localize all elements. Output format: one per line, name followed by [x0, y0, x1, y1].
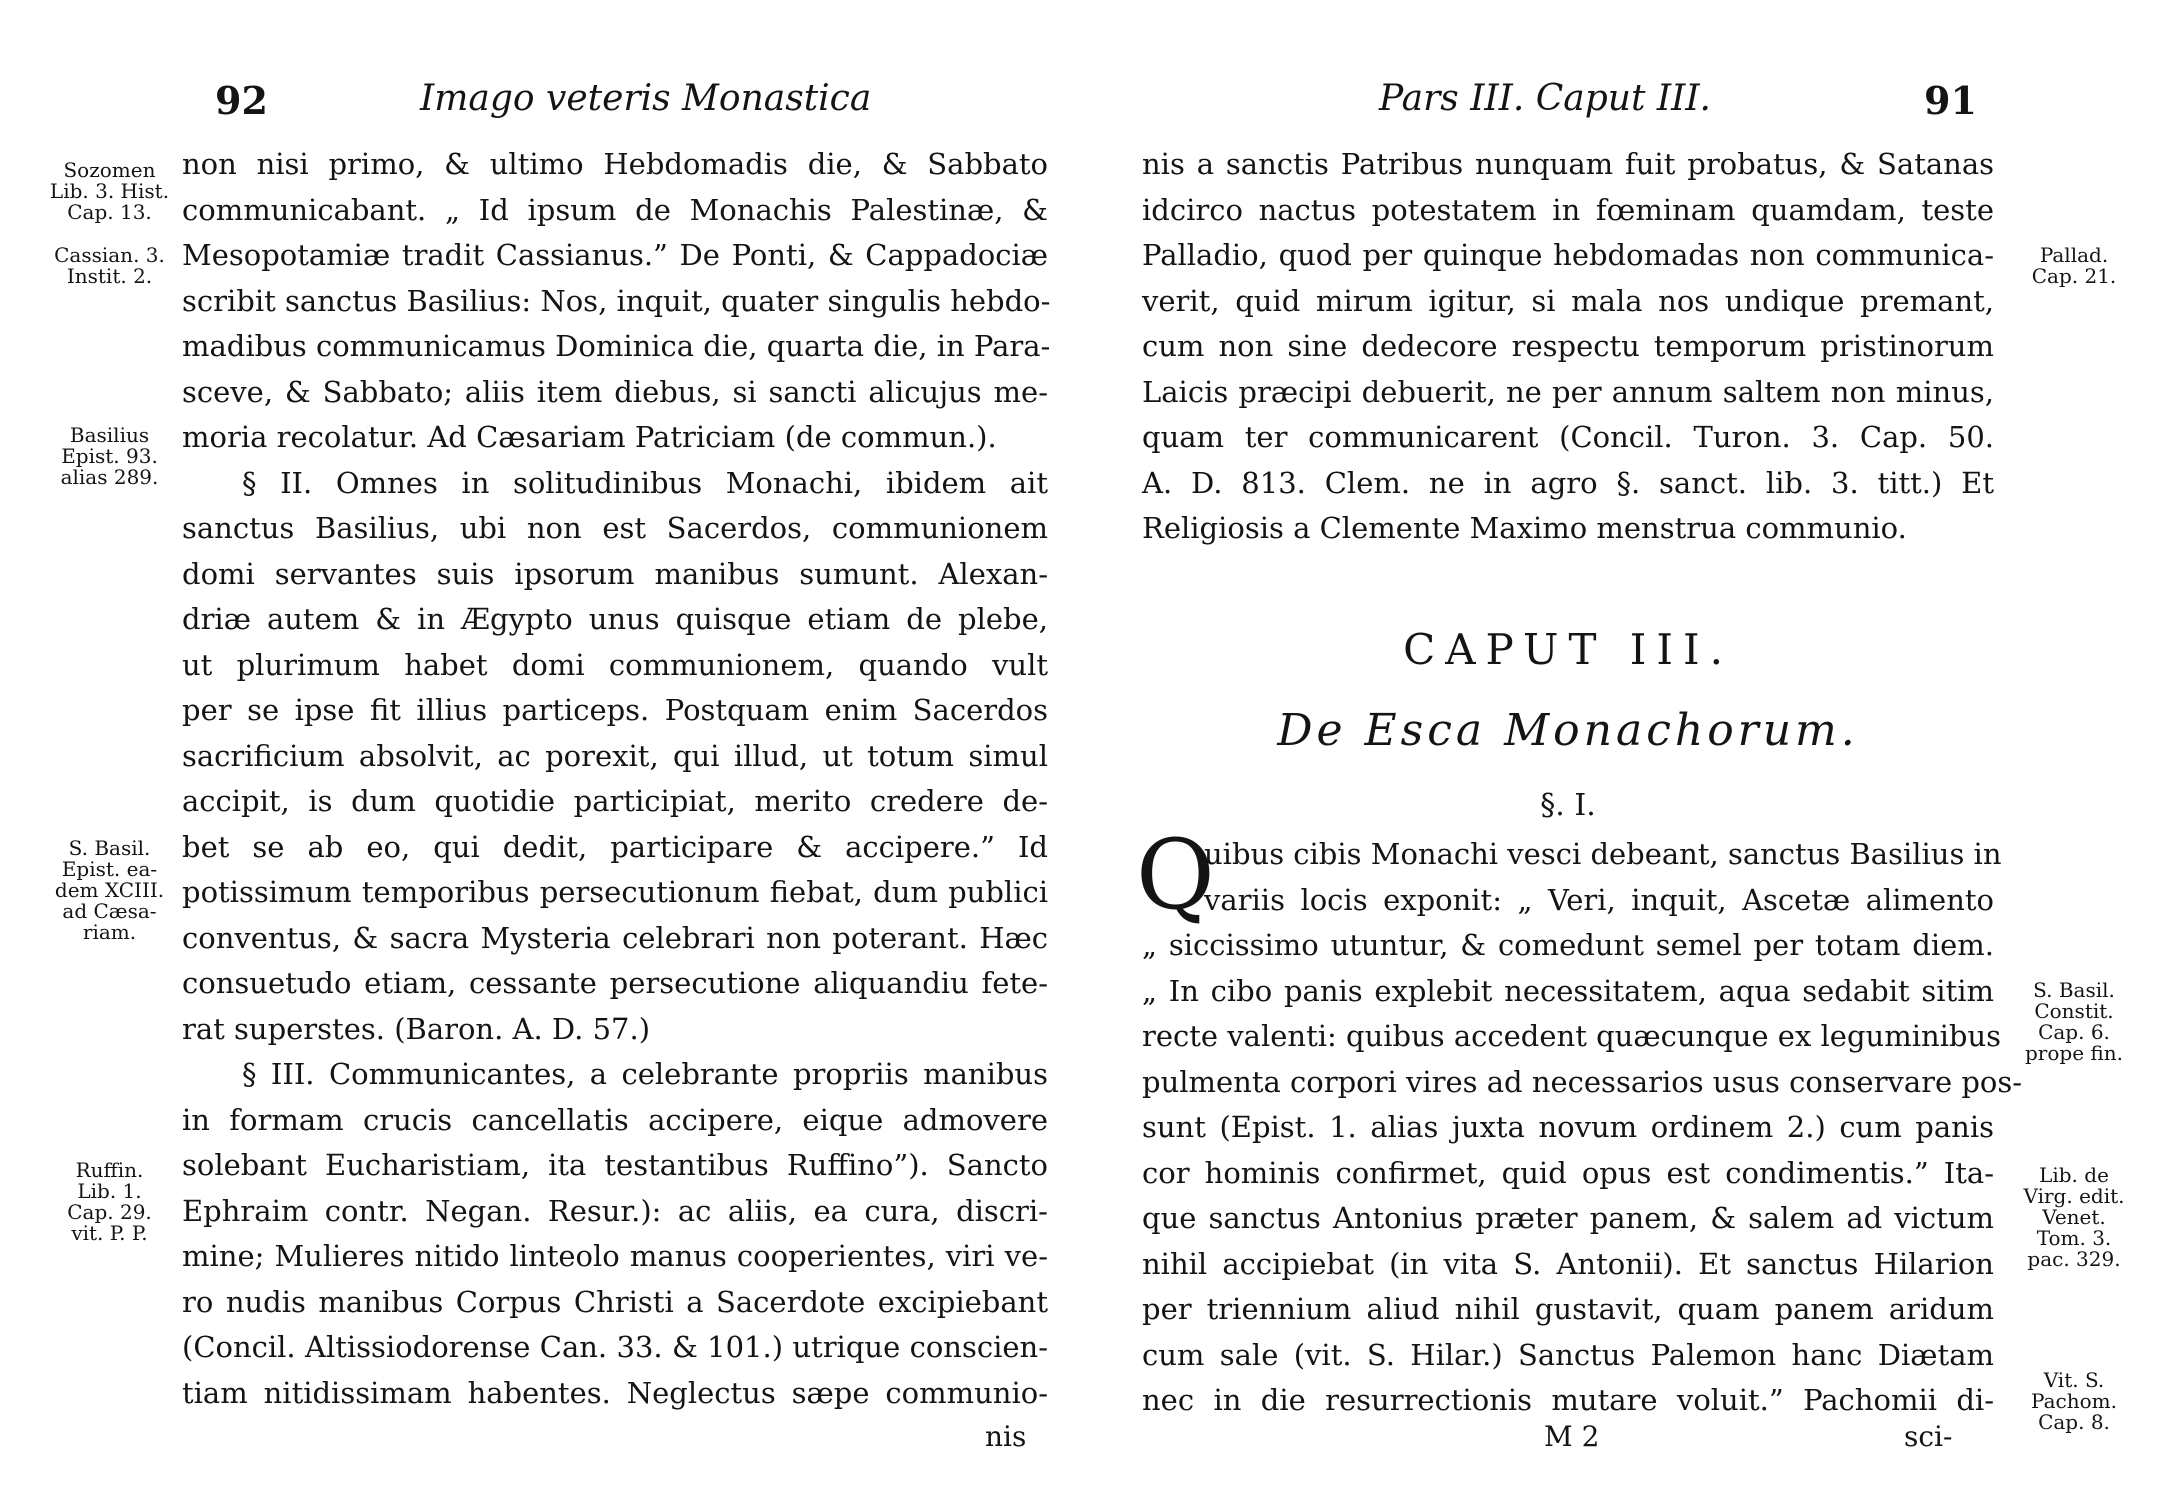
- right-margin-note: S. Basil. Constit. Cap. 6. prope fin.: [2025, 978, 2123, 1065]
- text-line: driæ autem & in Ægypto unus quisque etiam de plebe,: [182, 602, 1048, 636]
- right-margin-note: Pallad. Cap. 21.: [2031, 243, 2117, 288]
- text-line: accipit, is dum quotidie participiat, merito credere de-: [182, 784, 1048, 818]
- text-line: solebant Eucharistiam, ita testantibus Ruffino”). Sancto: [182, 1148, 1048, 1182]
- left-margin-note: Ruffin. Lib. 1. Cap. 29. vit. P. P.: [67, 1158, 152, 1245]
- text-line: § III. Communicantes, a celebrante propriis manibus: [242, 1057, 1048, 1091]
- chapter-subtitle: De Esca Monachorum.: [1277, 705, 1859, 756]
- text-line: que sanctus Antonius præter panem, & salem ad victum: [1142, 1201, 1994, 1235]
- section-mark: §. I.: [1540, 788, 1596, 823]
- right-margin-note: Lib. de Virg. edit. Venet. Tom. 3. pac. 329.: [2023, 1163, 2125, 1271]
- text-line: § II. Omnes in solitudinibus Monachi, ibidem ait: [242, 465, 1048, 500]
- text-line: quam ter communicarent (Concil. Turon. 3. Cap. 50.: [1142, 420, 1994, 454]
- text-line: uibus cibis Monachi vesci debeant, sanctus Basilius in: [1204, 837, 2002, 871]
- text-line: mine; Mulieres nitido linteolo manus cooperientes, viri ve-: [182, 1239, 1048, 1273]
- text-line: nihil accipiebat (in vita S. Antonii). Et sanctus Hilarion: [1142, 1246, 1994, 1281]
- left-margin-note: Cassian. 3. Instit. 2.: [54, 243, 165, 288]
- text-line: „ siccissimo utuntur, & comedunt semel per totam diem.: [1142, 928, 1994, 962]
- left-page: [0, 0, 1080, 1500]
- left-margin-note: Basilius Epist. 93. alias 289.: [60, 423, 159, 489]
- text-line: sunt (Epist. 1. alias juxta novum ordinem 2.) cum panis: [1142, 1110, 1994, 1144]
- text-line: bet se ab eo, qui dedit, participare & accipere.” Id: [182, 829, 1048, 864]
- left-margin-note: S. Basil. Epist. ea- dem XCIII. ad Cæsa- riam.: [54, 836, 165, 944]
- text-line: consuetudo etiam, cessante persecutione aliquandiu fete-: [182, 966, 1048, 1000]
- text-line: Ephraim contr. Negan. Resur.): ac aliis, ea cura, discri-: [182, 1193, 1048, 1228]
- text-line: Palladio, quod per quinque hebdomadas non communica-: [1142, 238, 1994, 272]
- right-margin-note: Vit. S. Pachom. Cap. 8.: [2031, 1368, 2117, 1434]
- text-line: tiam nitidissimam habentes. Neglectus sæpe communio-: [182, 1375, 1048, 1410]
- text-line: scribit sanctus Basilius: Nos, inquit, quater singulis hebdo-: [182, 283, 1051, 318]
- left-text-block: [182, 142, 1051, 1412]
- right-folio: 91: [1924, 78, 1977, 123]
- text-line: nec in die resurrectionis mutare voluit.” Pachomii di-: [1142, 1383, 1994, 1417]
- left-margin-note: Sozomen Lib. 3. Hist. Cap. 13.: [49, 158, 170, 224]
- text-line: cum sale (vit. S. Hilar.) Sanctus Palemon hanc Diætam: [1142, 1337, 1994, 1372]
- text-line: potissimum temporibus persecutionum fiebat, dum publici: [182, 875, 1048, 909]
- left-running-header: Imago veteris Monastica: [420, 78, 872, 119]
- text-line: pulmenta corpori vires ad necessarios usus conservare pos-: [1142, 1064, 2023, 1099]
- text-line: Laicis præcipi debuerit, ne per annum saltem non minus,: [1142, 374, 1994, 409]
- text-line: cum non sine dedecore respectu temporum pristinorum: [1142, 329, 1994, 363]
- left-catchword: nis: [985, 1420, 1027, 1453]
- text-line: conventus, & sacra Mysteria celebrari non poterant. Hæc: [182, 920, 1048, 955]
- drop-cap-initial: Q: [1136, 819, 1215, 931]
- right-catchword: sci-: [1904, 1420, 1953, 1453]
- text-line: Mesopotamiæ tradit Cassianus.” De Ponti, & Cappadociæ: [182, 238, 1048, 272]
- text-line: recte valenti: quibus accedent quæcunque ex leguminibus: [1142, 1019, 2002, 1053]
- text-line: sacrificium absolvit, ac porexit, qui illud, ut totum simul: [182, 738, 1048, 773]
- right-text-block-top: [1142, 142, 1994, 562]
- text-line: moria recolatur. Ad Cæsariam Patriciam (de commun.).: [182, 420, 997, 454]
- text-line: sanctus Basilius, ubi non est Sacerdos, communionem: [182, 511, 1048, 545]
- text-line: ut plurimum habet domi communionem, quando vult: [182, 647, 1048, 682]
- text-line: per triennium aliud nihil gustavit, quam panem aridum: [1142, 1292, 1994, 1326]
- text-line: A. D. 813. Clem. ne in agro §. sanct. lib. 3. titt.) Et: [1142, 465, 1994, 500]
- right-running-header: Pars III. Caput III.: [1379, 78, 1711, 119]
- text-line: „ In cibo panis explebit necessitatem, aqua sedabit sitim: [1142, 973, 1994, 1008]
- text-line: madibus communicamus Dominica die, quarta die, in Para-: [182, 329, 1051, 363]
- right-text-block-bottom: [1142, 832, 2023, 1432]
- text-line: domi servantes suis ipsorum manibus sumunt. Alexan-: [182, 556, 1048, 591]
- text-line: in formam crucis cancellatis accipere, eique admovere: [182, 1102, 1048, 1137]
- text-line: nis a sanctis Patribus nunquam fuit probatus, & Satanas: [1142, 147, 1994, 181]
- text-line: verit, quid mirum igitur, si mala nos undique premant,: [1142, 283, 1994, 318]
- right-page: [1084, 0, 2164, 1500]
- text-line: rat superstes. (Baron. A. D. 57.): [182, 1011, 651, 1046]
- text-line: ro nudis manibus Corpus Christi a Sacerdote excipiebant: [182, 1284, 1048, 1319]
- text-line: (Concil. Altissiodorense Can. 33. & 101.) utrique conscien-: [182, 1330, 1048, 1364]
- text-line: per se ipse fit illius particeps. Postquam enim Sacerdos: [182, 693, 1048, 727]
- text-line: cor hominis confirmet, quid opus est condimentis.” Ita-: [1142, 1155, 1994, 1190]
- signature-mark: M 2: [1544, 1420, 1600, 1453]
- chapter-title: CAPUT III.: [1403, 625, 1733, 674]
- text-line: non nisi primo, & ultimo Hebdomadis die, & Sabbato: [182, 147, 1048, 181]
- text-line: idcirco nactus potestatem in fœminam quamdam, teste: [1142, 192, 1994, 227]
- left-folio: 92: [215, 78, 268, 123]
- text-line: sceve, & Sabbato; aliis item diebus, si sancti alicujus me-: [182, 374, 1048, 409]
- text-line: variis locis exponit: „ Veri, inquit, Ascetæ alimento: [1204, 882, 1994, 917]
- text-line: Religiosis a Clemente Maximo menstrua communio.: [1142, 511, 1907, 545]
- text-line: communicabant. „ Id ipsum de Monachis Palestinæ, &: [182, 192, 1048, 227]
